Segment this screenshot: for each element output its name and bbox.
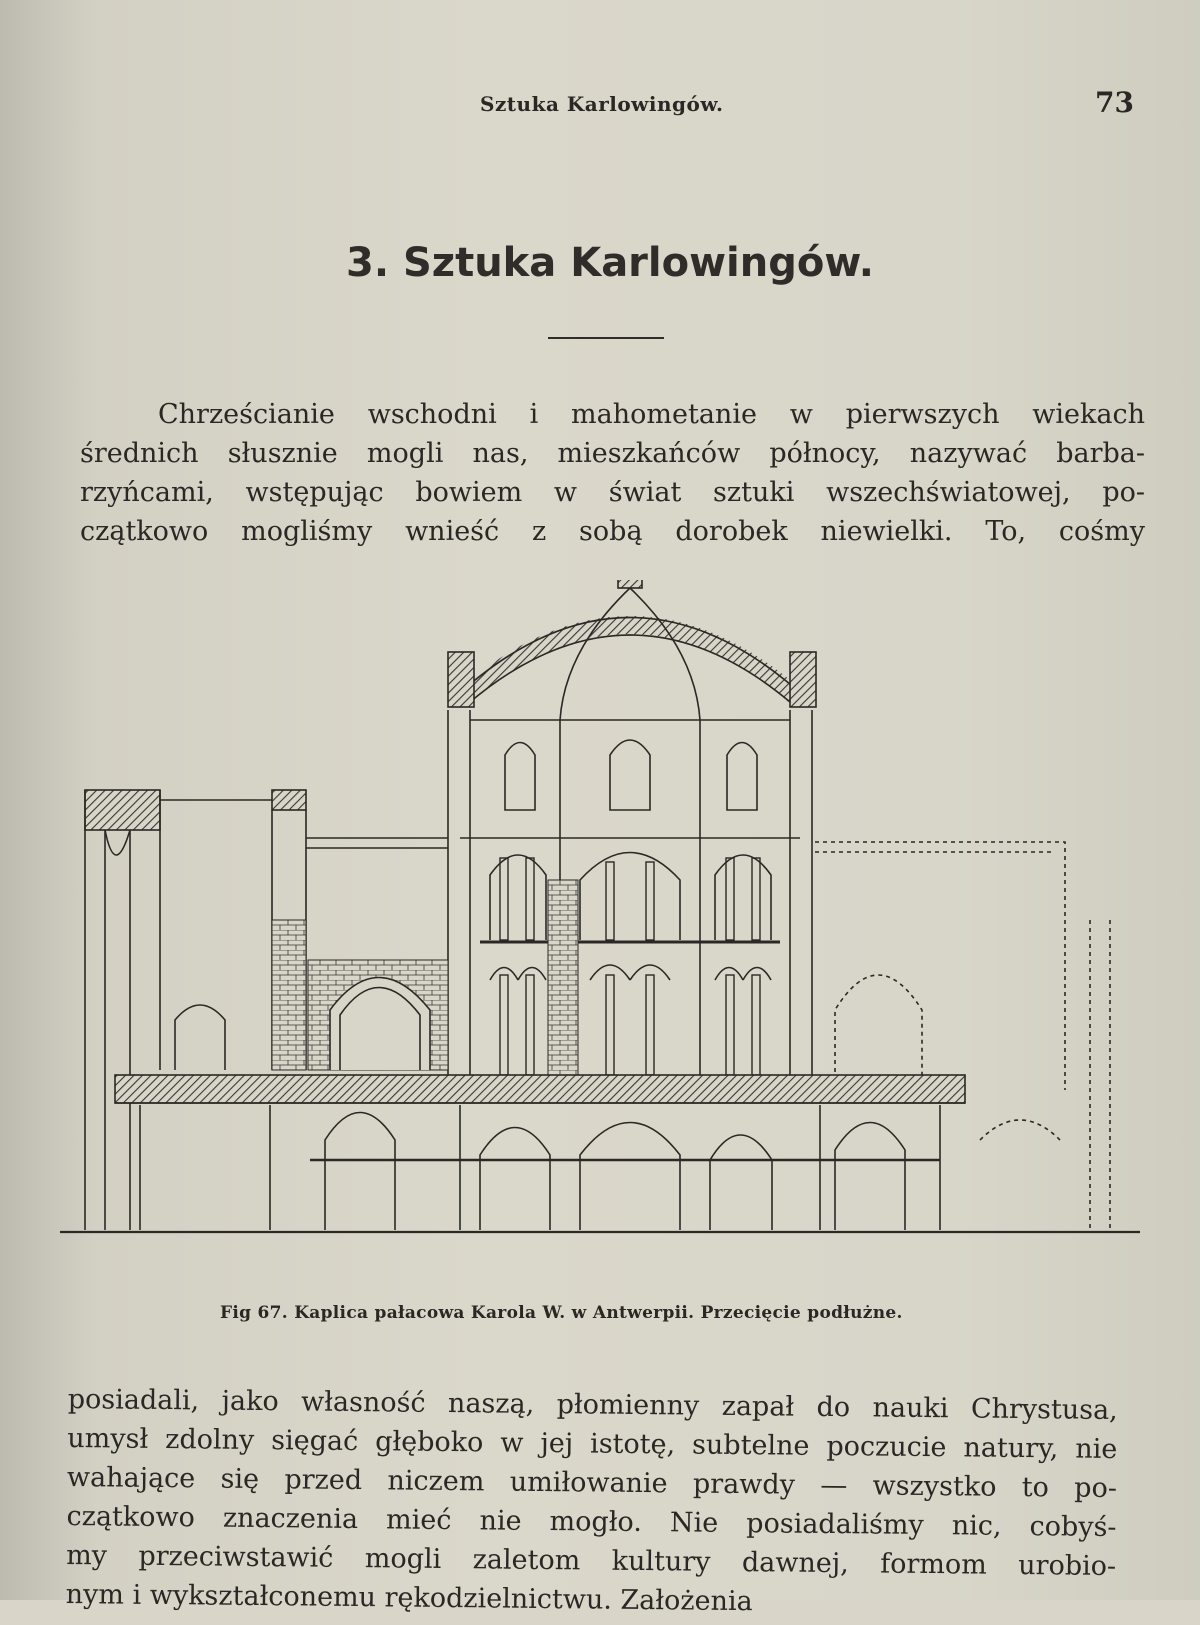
text-line: czątkowo mogliśmy wnieść z sobą dorobek niewielki. To, cośmy	[80, 516, 1145, 547]
text-line: nym i wykształconemu rękodzielnictwu. Założenia	[65, 1578, 753, 1618]
text-line: rzyńcami, wstępując bowiem w świat sztuki wszechświatowej, po-	[80, 477, 1145, 508]
text-line: wahające się przed niczem umiłowanie prawdy — wszystko to po-	[66, 1461, 1118, 1504]
paragraph-1	[80, 395, 1145, 551]
chapter-title: 3. Sztuka Karlowingów.	[346, 240, 874, 286]
title-divider	[548, 337, 664, 339]
figure-caption: Fig 67. Kaplica pałacowa Karola W. w Antwerpii. Przecięcie podłużne.	[220, 1303, 903, 1323]
paragraph-2	[66, 1380, 1118, 1625]
text-line: średnich słusznie mogli nas, mieszkańców północy, nazywać barba-	[80, 438, 1145, 469]
text-line: my przeciwstawić mogli zaletom kultury dawnej, formom urobio-	[65, 1539, 1117, 1582]
running-header: Sztuka Karlowingów.	[480, 92, 724, 116]
text-line: czątkowo znaczenia mieć nie mogło. Nie posiadaliśmy nic, cobyś-	[66, 1500, 1117, 1543]
text-line: posiadali, jako własność naszą, płomienny zapał do nauki Chrystusa,	[67, 1383, 1118, 1426]
text-line: umysł zdolny sięgać głęboko w jej istotę, subtelne poczucie natury, nie	[67, 1422, 1118, 1465]
page-number: 73	[1095, 86, 1134, 119]
chapel-section-drawing	[60, 580, 1160, 1280]
text-line: Chrześcianie wschodni i mahometanie w pierwszych wiekach	[158, 399, 1145, 430]
